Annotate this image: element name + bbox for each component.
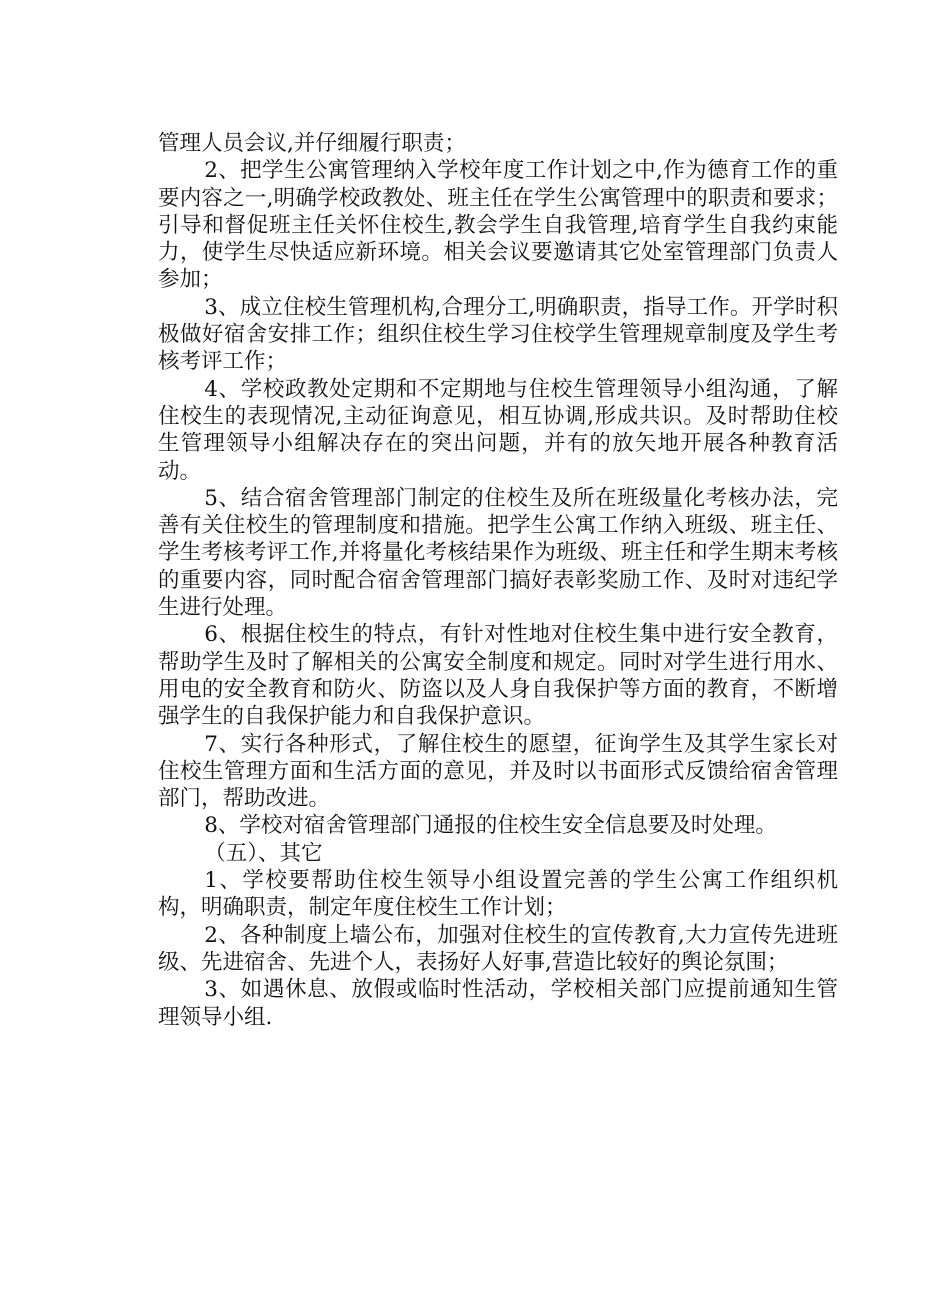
paragraph-item-4: 4、学校政教处定期和不定期地与住校生管理领导小组沟通，了解住校生的表现情况,主动征询意见，相互协调,形成共识。及时帮助住校生管理领导小组解决存在的突出问题，并有的放矢地开展各种教育活动。 <box>158 376 838 484</box>
paragraph-item-8: 8、学校对宿舍管理部门通报的住校生安全信息要及时处理。 <box>204 813 777 839</box>
paragraph-item-2: 2、把学生公寓管理纳入学校年度工作计划之中,作为德育工作的重要内容之一,明确学校政教处、班主任在学生公寓管理中的职责和要求；引导和督促班主任关怀住校生,教会学生自我管理,培育学生自我约束能力，使学生尽快适应新环境。相关会议要邀请其它处室管理部门负责人参加； <box>158 158 838 293</box>
paragraph-other-3: 3、如遇休息、放假或临时性活动，学校相关部门应提前通知生管理领导小组. <box>158 977 838 1030</box>
paragraph-item-5: 5、结合宿舍管理部门制定的住校生及所在班级量化考核办法，完善有关住校生的管理制度和措施。把学生公寓工作纳入班级、班主任、学生考核考评工作,并将量化考核结果作为班级、班主任和学生期末考核的重要内容，同时配合宿舍管理部门搞好表彰奖励工作、及时对违纪学生进行处理。 <box>158 485 838 621</box>
document-body <box>158 130 838 1031</box>
paragraph-other-1: 1、学校要帮助住校生领导小组设置完善的学生公寓工作组织机构，明确职责，制定年度住校生工作计划； <box>158 868 838 921</box>
paragraph-other-2: 2、各种制度上墙公布，加强对住校生的宣传教育,大力宣传先进班级、先进宿舍、先进个人，表扬好人好事,营造比较好的舆论氛围； <box>158 922 838 975</box>
section-heading-other: （五）、其它 <box>204 840 323 866</box>
paragraph-item-7: 7、实行各种形式，了解住校生的愿望，征询学生及其学生家长对住校生管理方面和生活方面的意见，并及时以书面形式反馈给宿舍管理部门，帮助改进。 <box>158 731 838 812</box>
paragraph-continuation: 管理人员会议,并仔细履行职责； <box>158 131 466 156</box>
paragraph-item-6: 6、根据住校生的特点，有针对性地对住校生集中进行安全教育，帮助学生及时了解相关的公寓安全制度和规定。同时对学生进行用水、用电的安全教育和防火、防盗以及人身自我保护等方面的教育，不断增强学生的自我保护能力和自我保护意识。 <box>158 622 838 730</box>
paragraph-item-3: 3、成立住校生管理机构,合理分工,明确职责，指导工作。开学时积极做好宿舍安排工作；组织住校生学习住校学生管理规章制度及学生考核考评工作； <box>158 294 838 375</box>
